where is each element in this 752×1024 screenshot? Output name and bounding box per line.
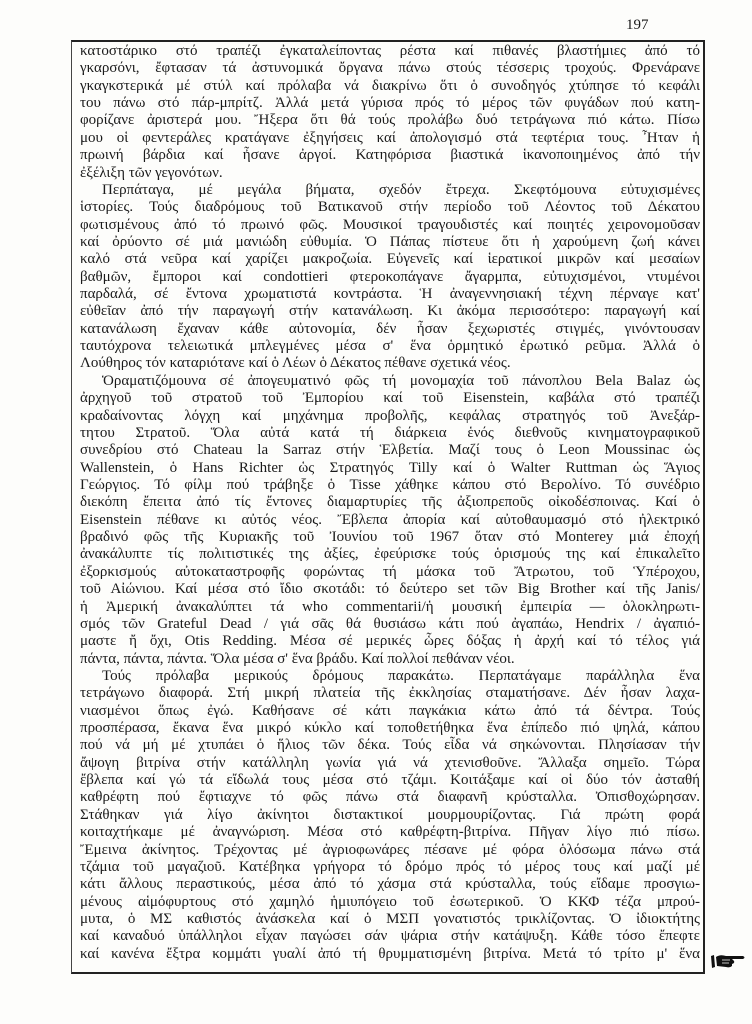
text-line: Λούθηρος τόν καταριότανε καί ὁ Λέων ὁ Δέκατος πέθανε σχετικά νέος. bbox=[80, 355, 511, 372]
page-number: 197 bbox=[626, 17, 649, 33]
text-line: Τούς πρόλαβα μερικούς δρόμους παρακάτω. Περπατάγαμε παράλληλα ἕνα bbox=[102, 667, 700, 684]
text-line: συνεδρίου στό Chateau la Sarraz στήν Ἑλβετία. Μαζί τους ὁ Leon Moussinac ὡς bbox=[80, 442, 700, 459]
text-line: τζάμια τοῦ μαγαζιοῦ. Κατέβηκα γρήγορα τό δρόμο πρός τό μέρος τους καί μαζί μέ bbox=[80, 858, 700, 875]
text-line: Wallenstein, ὁ Hans Richter ὡς Στρατηγός Tilly καί ὁ Walter Ruttman ὡς Ἅγιος bbox=[80, 459, 700, 476]
text-line: καθρέφτη πού ἔφτιαχνε τό φῶς πάνω στά διαφανῆ κρύσταλλα. Ὀπισθοχώρησαν. bbox=[80, 789, 700, 806]
text-line: μυτα, ὁ ΜΣ καθιστός ἀνάσκελα καί ὁ ΜΣΠ γονατιστός τρικλίζοντας. Ὁ ἰδιοκτήτης bbox=[80, 910, 700, 927]
text-line: καί καναδυό ὑπάλληλοι εἶχαν παγώσει σάν ψάρια στήν κατάψυξη. Κάθε τόσο ἔπεφτε bbox=[80, 928, 700, 945]
text-line: κατοστάρικο στό τραπέζι ἐγκαταλείποντας ρέστα καί πιθανές βλαστήμιες ἀπό τό bbox=[80, 43, 700, 59]
text-line: φωτισμένους ἀπό τό πρωινό φῶς. Μουσικοί τραγουδιστές καί ποιητές χειρονομοῦσαν bbox=[80, 216, 700, 233]
text-line: τετράγωνο διαφορά. Στή μικρή πλατεία τῆς ἐκκλησίας σταματήσανε. Δέν ἦσαν λαχα- bbox=[80, 685, 700, 702]
text-line: κραδαίνοντας λόγχη καί μηχάνημα προβολῆς, κεφάλας στρατηγός τοῦ Ἀνεξάρ- bbox=[80, 407, 700, 424]
text-line: τητου Στρατοῦ. Ὅλα αὐτά κατά τή διάρκεια ἑνός διεθνοῦς κινηματογραφικοῦ bbox=[80, 424, 700, 441]
text-line: γκαρσόνι, ἔφτασαν τά ἀστυνομικά ὄργανα πάνω στούς τέσσερις τροχούς. Φρενάρανε bbox=[80, 60, 700, 77]
text-line: καί κανένα ἔξτρα κομμάτι γυαλί ἀπό τή θρυμματισμένη βιτρίνα. Μετά τό τρίτο μ' ἕνα bbox=[80, 945, 700, 962]
text-line: Γεώργιος. Τό φίλμ πού τράβηξε ὁ Tisse χάθηκε κάπου στό Βερολίνο. Τό συνέδριο bbox=[80, 476, 700, 493]
text-line: Ὁραματιζόμουνα σέ ἀπογευματινό φῶς τή μονομαχία τοῦ πάνοπλου Bela Balaz ὡς bbox=[102, 372, 700, 389]
text-line: καί ὀρύοντο σέ μιά μανιώδη εὐθυμία. Ὁ Πάπας πίστευε ὅτι ἡ χαρούμενη ζωή κάνει bbox=[80, 233, 700, 250]
text-line: κατανάλωση ἔχαναν κάθε αὐτονομία, δέν ἦσαν ξεχωριστές στιγμές, γινόντουσαν bbox=[80, 320, 700, 337]
text-line: σμός τῶν Grateful Dead / γιά σᾶς θά θυσιάσω κάτι πού ἀγαπάω, Hendrix / ἀγαπιό- bbox=[80, 615, 700, 632]
text-line: προσπέρασα, ἔκανα ἕνα μικρό κύκλο καί τοποθετήθηκα ἕνα ἐπίπεδο πιό ψηλά, κάπου bbox=[80, 720, 700, 737]
paragraph bbox=[80, 43, 700, 182]
paragraph bbox=[80, 182, 700, 373]
text-line: μου οἱ φεντεράλες κρατάγανε ἐξηγήσεις καί ἀπολογισμό στά τεφτέρια τους. Ἦταν ἡ bbox=[80, 129, 700, 146]
paragraph bbox=[80, 373, 700, 668]
text-line: βραδινό φῶς τῆς Κυριακῆς τοῦ Ἰουνίου τοῦ 1967 ὅταν στό Monterey μιά ἐποχή bbox=[80, 529, 700, 546]
text-line: νιασμένοι ὅπως ἐγώ. Καθήσανε σέ κάτι παγκάκια κάτω ἀπό τά δέντρα. Τούς bbox=[80, 702, 700, 719]
pointing-hand-icon bbox=[710, 953, 746, 969]
text-line: πού νά μή μέ χτυπάει ὁ ἥλιος τῶν δέκα. Τούς εἶδα νά σηκώνονται. Πλησίασαν τήν bbox=[80, 737, 700, 754]
text-line: βαθμῶν, ἔμποροι καί condottieri φτεροκοπάγανε ἄγαρμπα, εὐτυχισμένοι, ντυμένοι bbox=[80, 268, 700, 285]
text-line: του πάνω στό πάρ-μπρίτζ. Ἀλλά μετά γύρισα πρός τό μέρος τῶν φυγάδων πού κατη- bbox=[80, 95, 700, 112]
text-line: ἀρχηγοῦ τοῦ στρατοῦ τοῦ Ἐμπορίου καί τοῦ Eisenstein, καβάλα στό τραπέζι bbox=[80, 390, 700, 407]
text-line: φορίζανε ἀριστερά μου. Ἤξερα ὅτι θά τούς προλάβω δυό τετράγωνα πιό κάτω. Πίσω bbox=[80, 112, 700, 129]
text-line: ἄψογη βιτρίνα στήν κατάλληλη γωνία γιά νά χτενισθοῦνε. Ἄλλαξα σημεῖο. Τώρα bbox=[80, 754, 700, 771]
text-line: εὐθεῖαν ἀπό τήν παραγωγή στήν κατανάλωση. Κι ἀκόμα περισσότερο: παραγωγή καί bbox=[80, 303, 700, 320]
text-line: τοῦ Αἰώνιου. Καί μέσα στό ἴδιο σκοτάδι: τό δεύτερο set τῶν Big Brother καί τῆς Janis/ bbox=[80, 581, 700, 598]
text-line: ἔβλεπα καί γώ τά εἴδωλά τους μέσα στό τζάμι. Κοιτάξαμε καί οἱ δύο τόν ἀσταθή bbox=[80, 772, 700, 789]
text-line: πρωινή βάρδια καί ἦσανε ἀργοί. Κατηφόρισα βιαστικά ἱκανοποιημένος ἀπό τήν bbox=[80, 147, 700, 164]
text-line: γκαγκστερικά μέ στύλ καί πρόλαβα νά διακρίνω ὅτι ὁ συνοδηγός χτύπησε τό κεφάλι bbox=[80, 77, 700, 94]
text-line: ἐξορκισμούς αὐτοκαταστροφῆς φορώντας τή μάσκα τοῦ Ἄτρωτου, τοῦ Ὑπέροχου, bbox=[80, 563, 700, 580]
text-line: κάτι ἄλλους περαστικούς, μέσα ἀπό τό χάσμα στά κρύσταλλα, τούς εἴδαμε προσγιω- bbox=[80, 876, 700, 893]
text-line: διεκόπη ἔπειτα ἀπό τίς ἔντονες διαμαρτυρίες τῆς ἀξιοπρεποῦς οἰκοδέσποινας. Καί ὁ bbox=[80, 494, 700, 511]
text-line: ἱστορίες. Τούς διαδρόμους τοῦ Βατικανοῦ στήν περίοδο τοῦ Λέοντος τοῦ Δέκατου bbox=[80, 199, 700, 216]
text-line: Eisenstein πέθανε κι αὐτός νέος. Ἔβλεπα ἀπορία καί αὐτοθαυμασμό στό ἠλεκτρικό bbox=[80, 511, 700, 528]
text-line: ἐξέλιξη τῶν γεγονότων. bbox=[80, 164, 223, 181]
text-line: ἡ Ἀμερική ἀνακαλύπτει τά who commentarii/ἡ μουσική ἐμπειρία — ὁλοκληρωτι- bbox=[80, 598, 700, 615]
text-line: ταυτόχρονα τελειωτικά μπλεγμένες μέσα σ' ἕνα ὁρμητικό ἐρωτικό ρεῦμα. Ἀλλά ὁ bbox=[80, 338, 700, 355]
paragraph bbox=[80, 668, 700, 963]
text-line: Περπάταγα, μέ μεγάλα βήματα, σχεδόν ἔτρεχα. Σκεφτόμουνα εὐτυχισμένες bbox=[102, 181, 700, 198]
text-line: παρδαλά, σέ ἔντονα χρωματιστά κοντράστα. Ἡ ἀναγεννησιακή τέχνη πέρναγε κατ' bbox=[80, 286, 700, 303]
text-line: καλό στά νεῦρα καί χαρίζει μακροζωία. Εὐγενεῖς καί ἱερατικοί μικρῶν καί μεσαίων bbox=[80, 251, 700, 268]
text-line: ἀνακάλυπτε τίς πολιτιστικές της ἀξίες, ἐφεύρισκε τούς ὁρισμούς της καί ἐπικαλεῖτο bbox=[80, 546, 700, 563]
body-text bbox=[80, 43, 700, 963]
text-line: μαστε ἤ ὄχι, Otis Redding. Μέσα σέ μερικές ὧρες δόξας ἡ ἀρχή καί τό τέλος γιά bbox=[80, 633, 700, 650]
text-line: Ἔμεινα ἀκίνητος. Τρέχοντας μέ ἀγριοφωνάρες πέσανε μέ φόρα ὁλόσωμα πάνω στά bbox=[80, 841, 700, 858]
text-line: πάντα, πάντα, πάντα. Ὅλα μέσα σ' ἕνα βράδυ. Καί πολλοί πεθάναν νέοι. bbox=[80, 650, 515, 667]
text-line: Στάθηκαν γιά λίγο ἀκίνητοι διστακτικοί μουρμουρίζοντας. Γιά πρώτη φορά bbox=[80, 806, 700, 823]
text-line: μένους αἱμόφυρτους στό χαμηλό ἡμιυπόγειο τοῦ ἐσωτερικοῦ. Ὁ ΚΚΦ τέζα μπρού- bbox=[80, 893, 700, 910]
text-line: κοιταχτήκαμε μέ ἀναγνώριση. Μέσα στό καθρέφτη-βιτρίνα. Πῆγαν λίγο πιό πίσω. bbox=[80, 824, 700, 841]
